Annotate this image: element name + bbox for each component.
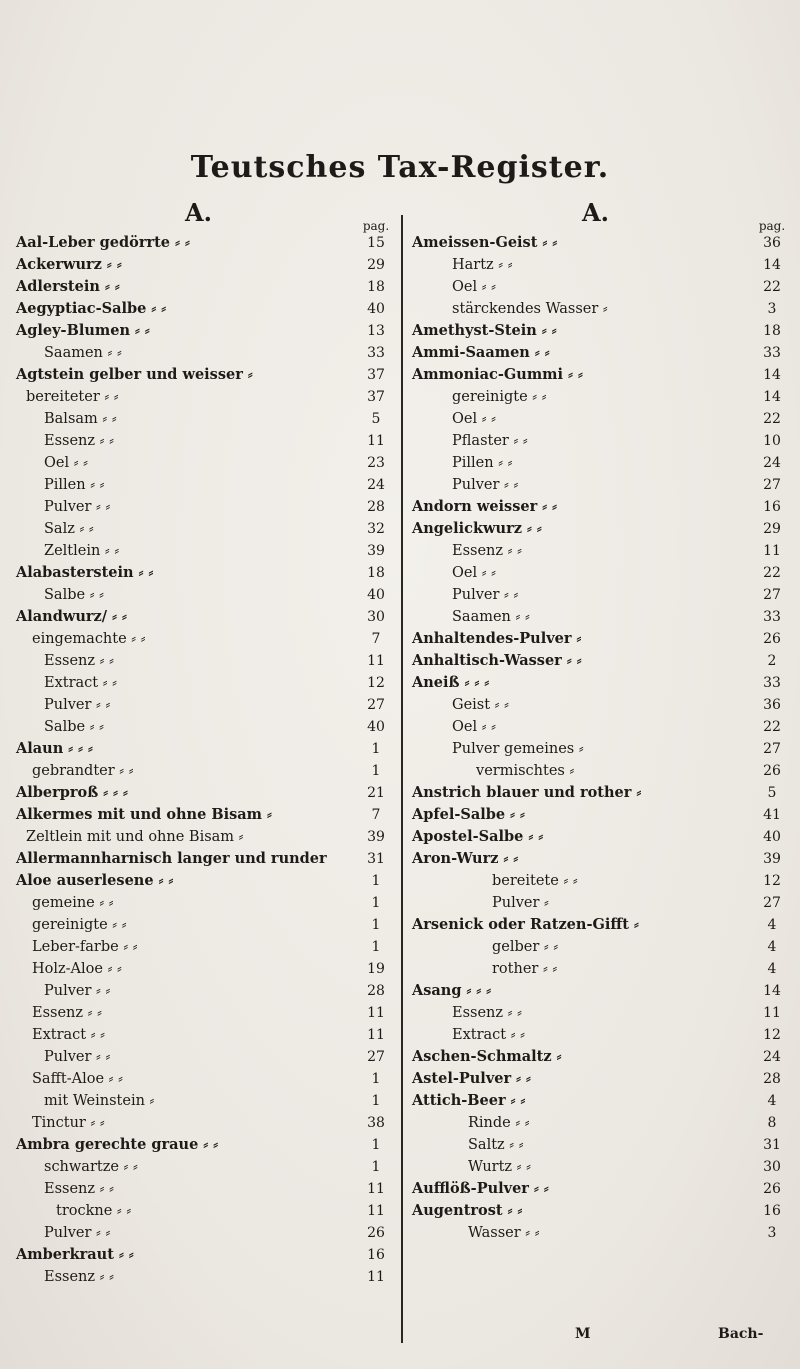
entry-term: Arsenick oder Ratzen-Gifft ⸗ bbox=[412, 916, 639, 933]
index-entry bbox=[412, 782, 792, 804]
right-column bbox=[412, 219, 792, 1244]
entry-page-number: 12 bbox=[367, 675, 385, 691]
entry-page-number: 29 bbox=[763, 521, 781, 537]
entry-page-number: 28 bbox=[367, 499, 385, 515]
entry-term: Geist ⸗ ⸗ bbox=[452, 697, 509, 713]
entry-term: Holz-Aloe ⸗ ⸗ bbox=[32, 961, 122, 977]
index-entry bbox=[16, 584, 396, 606]
entry-page-number: 33 bbox=[763, 345, 781, 361]
page-title: Teutsches Tax-Register. bbox=[190, 150, 610, 185]
index-entry bbox=[412, 540, 792, 562]
entry-page-number: 4 bbox=[767, 917, 777, 933]
entry-page-number: 13 bbox=[367, 323, 385, 339]
entry-term: Salbe ⸗ ⸗ bbox=[44, 587, 104, 603]
entry-term: gereinigte ⸗ ⸗ bbox=[32, 917, 127, 933]
entry-term: gelber ⸗ ⸗ bbox=[492, 939, 559, 955]
entry-page-number: 22 bbox=[763, 279, 781, 295]
index-entry bbox=[16, 254, 396, 276]
entry-page-number: 26 bbox=[763, 631, 781, 647]
entry-term: Salbe ⸗ ⸗ bbox=[44, 719, 104, 735]
index-entry bbox=[412, 716, 792, 738]
entry-page-number: 4 bbox=[767, 961, 777, 977]
left-column bbox=[16, 219, 396, 1288]
entry-page-number: 11 bbox=[367, 653, 385, 669]
entry-page-number: 5 bbox=[371, 411, 381, 427]
entry-term: Anstrich blauer und rother ⸗ bbox=[412, 784, 642, 801]
index-entry bbox=[412, 386, 792, 408]
entry-term: Asang ⸗ ⸗ ⸗ bbox=[412, 982, 492, 999]
index-entry bbox=[16, 276, 396, 298]
entry-term: Zeltlein mit und ohne Bisam ⸗ bbox=[26, 829, 244, 845]
index-entry bbox=[16, 518, 396, 540]
entry-term: Apfel-Salbe ⸗ ⸗ bbox=[412, 806, 525, 823]
index-entry bbox=[16, 650, 396, 672]
entry-page-number: 11 bbox=[763, 1005, 781, 1021]
entry-term: Oel ⸗ ⸗ bbox=[452, 719, 496, 735]
entry-page-number: 40 bbox=[367, 301, 385, 317]
index-entry bbox=[16, 408, 396, 430]
index-entry bbox=[412, 738, 792, 760]
index-entry bbox=[412, 1178, 792, 1200]
index-entry bbox=[412, 606, 792, 628]
entry-page-number: 24 bbox=[763, 1049, 781, 1065]
entry-term: Aneiß ⸗ ⸗ ⸗ bbox=[412, 674, 490, 691]
entry-term: Pillen ⸗ ⸗ bbox=[452, 455, 513, 471]
entry-page-number: 10 bbox=[763, 433, 781, 449]
index-entry bbox=[16, 452, 396, 474]
column-divider bbox=[401, 215, 403, 1343]
entry-page-number: 12 bbox=[763, 1027, 781, 1043]
entry-page-number: 11 bbox=[367, 433, 385, 449]
entry-term: Alabasterstein ⸗ ⸗ bbox=[16, 564, 154, 581]
entry-page-number: 5 bbox=[767, 785, 777, 801]
entry-page-number: 1 bbox=[371, 1137, 381, 1153]
entry-term: Essenz ⸗ ⸗ bbox=[452, 543, 522, 559]
entry-page-number: 30 bbox=[367, 609, 385, 625]
entry-page-number: 28 bbox=[763, 1071, 781, 1087]
entry-term: Oel ⸗ ⸗ bbox=[452, 565, 496, 581]
index-entry bbox=[16, 298, 396, 320]
index-entry bbox=[16, 1178, 396, 1200]
entry-page-number: 15 bbox=[367, 235, 385, 251]
entry-term: Saltz ⸗ ⸗ bbox=[468, 1137, 524, 1153]
index-entry bbox=[412, 936, 792, 958]
index-entry bbox=[16, 1046, 396, 1068]
index-entry bbox=[412, 1222, 792, 1244]
index-entry bbox=[412, 1068, 792, 1090]
entry-page-number: 14 bbox=[763, 257, 781, 273]
entry-page-number: 31 bbox=[763, 1137, 781, 1153]
entry-term: Agtstein gelber und weisser ⸗ bbox=[16, 366, 253, 383]
index-entry bbox=[412, 1024, 792, 1046]
index-entry bbox=[16, 826, 396, 848]
index-entry bbox=[16, 936, 396, 958]
entry-page-number: 14 bbox=[763, 389, 781, 405]
entry-term: mit Weinstein ⸗ bbox=[44, 1093, 155, 1109]
index-entry bbox=[16, 1068, 396, 1090]
entry-page-number: 3 bbox=[767, 1225, 777, 1241]
entry-page-number: 22 bbox=[763, 411, 781, 427]
entry-page-number: 1 bbox=[371, 873, 381, 889]
index-entry bbox=[412, 804, 792, 826]
index-entry bbox=[16, 760, 396, 782]
index-entry bbox=[16, 606, 396, 628]
entry-page-number: 1 bbox=[371, 1071, 381, 1087]
index-entry bbox=[412, 826, 792, 848]
entry-term: Amberkraut ⸗ ⸗ bbox=[16, 1246, 134, 1263]
index-entry bbox=[412, 298, 792, 320]
entry-page-number: 7 bbox=[371, 631, 381, 647]
signature-mark: M bbox=[575, 1326, 591, 1342]
entry-page-number: 11 bbox=[367, 1203, 385, 1219]
entry-page-number: 37 bbox=[367, 389, 385, 405]
entry-page-number: 2 bbox=[767, 653, 777, 669]
entry-term: Ameissen-Geist ⸗ ⸗ bbox=[412, 234, 558, 251]
entry-page-number: 11 bbox=[367, 1027, 385, 1043]
entry-page-number: 39 bbox=[763, 851, 781, 867]
entry-term: Alandwurz/ ⸗ ⸗ bbox=[16, 608, 127, 625]
index-entry bbox=[412, 276, 792, 298]
entry-page-number: 26 bbox=[367, 1225, 385, 1241]
index-entry bbox=[16, 848, 396, 870]
entry-page-number: 18 bbox=[367, 565, 385, 581]
entry-term: Ambra gerechte graue ⸗ ⸗ bbox=[16, 1136, 219, 1153]
index-entry bbox=[412, 320, 792, 342]
entry-term: Essenz ⸗ ⸗ bbox=[44, 433, 114, 449]
entry-page-number: 29 bbox=[367, 257, 385, 273]
entry-term: Zeltlein ⸗ ⸗ bbox=[44, 543, 120, 559]
entry-term: Essenz ⸗ ⸗ bbox=[452, 1005, 522, 1021]
index-entry bbox=[412, 760, 792, 782]
entry-term: Wasser ⸗ ⸗ bbox=[468, 1225, 540, 1241]
index-entry bbox=[16, 1090, 396, 1112]
entry-term: Pulver ⸗ ⸗ bbox=[44, 1225, 111, 1241]
index-entry bbox=[412, 562, 792, 584]
entry-term: Apostel-Salbe ⸗ ⸗ bbox=[412, 828, 544, 845]
entry-term: Anhaltisch-Wasser ⸗ ⸗ bbox=[412, 652, 582, 669]
entry-term: Saamen ⸗ ⸗ bbox=[44, 345, 122, 361]
entry-page-number: 33 bbox=[763, 609, 781, 625]
index-entry bbox=[412, 452, 792, 474]
entry-page-number: 1 bbox=[371, 939, 381, 955]
entry-term: Safft-Aloe ⸗ ⸗ bbox=[32, 1071, 123, 1087]
entry-term: Pulver ⸗ bbox=[492, 895, 549, 911]
entry-term: bereiteter ⸗ ⸗ bbox=[26, 389, 119, 405]
entry-term: Pulver gemeines ⸗ bbox=[452, 741, 584, 757]
index-entry bbox=[412, 1002, 792, 1024]
entry-page-number: 33 bbox=[367, 345, 385, 361]
entry-term: Astel-Pulver ⸗ ⸗ bbox=[412, 1070, 531, 1087]
index-entry bbox=[16, 386, 396, 408]
entry-page-number: 37 bbox=[367, 367, 385, 383]
index-entry bbox=[16, 320, 396, 342]
index-entry bbox=[16, 628, 396, 650]
entry-page-number: 33 bbox=[763, 675, 781, 691]
index-entry bbox=[412, 1112, 792, 1134]
entry-page-number: 24 bbox=[763, 455, 781, 471]
entry-page-number: 7 bbox=[371, 807, 381, 823]
entry-term: Essenz ⸗ ⸗ bbox=[44, 1269, 114, 1285]
entry-page-number: 1 bbox=[371, 917, 381, 933]
entry-page-number: 21 bbox=[367, 785, 385, 801]
entry-term: rother ⸗ ⸗ bbox=[492, 961, 558, 977]
entry-term: eingemachte ⸗ ⸗ bbox=[32, 631, 146, 647]
entry-page-number: 14 bbox=[763, 983, 781, 999]
index-entry bbox=[412, 254, 792, 276]
entry-term: gebrandter ⸗ ⸗ bbox=[32, 763, 134, 779]
index-entry bbox=[412, 650, 792, 672]
entry-term: Pulver ⸗ ⸗ bbox=[452, 587, 519, 603]
entry-term: Extract ⸗ ⸗ bbox=[452, 1027, 525, 1043]
index-entry bbox=[16, 232, 396, 254]
entry-term: Leber-farbe ⸗ ⸗ bbox=[32, 939, 138, 955]
entry-page-number: 1 bbox=[371, 1159, 381, 1175]
index-entry bbox=[412, 870, 792, 892]
index-entry bbox=[16, 716, 396, 738]
entry-term: Saamen ⸗ ⸗ bbox=[452, 609, 530, 625]
index-entry bbox=[16, 694, 396, 716]
index-entry bbox=[412, 1090, 792, 1112]
index-entry bbox=[412, 958, 792, 980]
entry-term: Adlerstein ⸗ ⸗ bbox=[16, 278, 120, 295]
index-entry bbox=[16, 672, 396, 694]
entry-term: Allermannharnisch langer und runder bbox=[16, 850, 327, 867]
entry-page-number: 27 bbox=[763, 895, 781, 911]
index-entry bbox=[16, 914, 396, 936]
entry-page-number: 36 bbox=[763, 235, 781, 251]
entry-term: Aron-Wurz ⸗ ⸗ bbox=[412, 850, 519, 867]
entry-page-number: 23 bbox=[367, 455, 385, 471]
entry-term: Balsam ⸗ ⸗ bbox=[44, 411, 117, 427]
index-entry bbox=[16, 364, 396, 386]
index-entry bbox=[16, 562, 396, 584]
entry-page-number: 40 bbox=[763, 829, 781, 845]
entry-page-number: 22 bbox=[763, 719, 781, 735]
entry-term: Essenz ⸗ ⸗ bbox=[44, 1181, 114, 1197]
index-entry bbox=[412, 364, 792, 386]
entry-term: Oel ⸗ ⸗ bbox=[452, 411, 496, 427]
entry-term: Pulver ⸗ ⸗ bbox=[44, 697, 111, 713]
index-entry bbox=[16, 1156, 396, 1178]
entry-page-number: 8 bbox=[767, 1115, 777, 1131]
entry-page-number: 19 bbox=[367, 961, 385, 977]
entry-term: Aschen-Schmaltz ⸗ bbox=[412, 1048, 562, 1065]
index-entry bbox=[412, 892, 792, 914]
entry-term: Anhaltendes-Pulver ⸗ bbox=[412, 630, 582, 647]
entry-page-number: 4 bbox=[767, 939, 777, 955]
entry-term: bereitete ⸗ ⸗ bbox=[492, 873, 578, 889]
index-entry bbox=[16, 496, 396, 518]
entry-page-number: 18 bbox=[367, 279, 385, 295]
entry-page-number: 1 bbox=[371, 1093, 381, 1109]
entry-page-number: 41 bbox=[763, 807, 781, 823]
index-entry bbox=[412, 342, 792, 364]
entry-term: Oel ⸗ ⸗ bbox=[44, 455, 88, 471]
index-entry bbox=[16, 1244, 396, 1266]
entry-term: Aufflöß-Pulver ⸗ ⸗ bbox=[412, 1180, 549, 1197]
entry-page-number: 40 bbox=[367, 587, 385, 603]
entry-page-number: 3 bbox=[767, 301, 777, 317]
entry-term: stärckendes Wasser ⸗ bbox=[452, 301, 608, 317]
entry-page-number: 27 bbox=[763, 477, 781, 493]
entry-page-number: 11 bbox=[367, 1269, 385, 1285]
entry-term: Alberproß ⸗ ⸗ ⸗ bbox=[16, 784, 128, 801]
entry-term: Wurtz ⸗ ⸗ bbox=[468, 1159, 531, 1175]
entry-page-number: 18 bbox=[763, 323, 781, 339]
entry-term: trockne ⸗ ⸗ bbox=[56, 1203, 132, 1219]
entry-page-number: 11 bbox=[763, 543, 781, 559]
entry-term: Oel ⸗ ⸗ bbox=[452, 279, 496, 295]
entry-term: Alaun ⸗ ⸗ ⸗ bbox=[16, 740, 93, 757]
entry-page-number: 39 bbox=[367, 829, 385, 845]
entry-page-number: 27 bbox=[367, 1049, 385, 1065]
entry-term: Aal-Leber gedörrte ⸗ ⸗ bbox=[16, 234, 190, 251]
index-entry bbox=[16, 540, 396, 562]
entry-term: Aloe auserlesene ⸗ ⸗ bbox=[16, 872, 174, 889]
entry-term: Ammi-Saamen ⸗ ⸗ bbox=[412, 344, 550, 361]
left-pag-label: pag. bbox=[362, 219, 390, 233]
entry-page-number: 26 bbox=[763, 1181, 781, 1197]
index-entry bbox=[16, 1134, 396, 1156]
index-entry bbox=[412, 914, 792, 936]
entry-page-number: 1 bbox=[371, 741, 381, 757]
index-entry bbox=[412, 980, 792, 1002]
index-entry bbox=[16, 782, 396, 804]
index-entry bbox=[16, 870, 396, 892]
entry-page-number: 31 bbox=[367, 851, 385, 867]
entry-term: Extract ⸗ ⸗ bbox=[44, 675, 117, 691]
left-column-letter: A. bbox=[185, 198, 212, 227]
catchword: Bach- bbox=[718, 1326, 764, 1342]
index-entry bbox=[412, 474, 792, 496]
entry-term: Pflaster ⸗ ⸗ bbox=[452, 433, 528, 449]
entry-page-number: 28 bbox=[367, 983, 385, 999]
entry-page-number: 11 bbox=[367, 1181, 385, 1197]
entry-term: gereinigte ⸗ ⸗ bbox=[452, 389, 547, 405]
index-entry bbox=[412, 848, 792, 870]
entry-term: Pulver ⸗ ⸗ bbox=[44, 499, 111, 515]
right-column-letter: A. bbox=[582, 198, 609, 227]
entry-term: Aegyptiac-Salbe ⸗ ⸗ bbox=[16, 300, 167, 317]
index-entry bbox=[16, 430, 396, 452]
entry-term: Essenz ⸗ ⸗ bbox=[44, 653, 114, 669]
index-entry bbox=[412, 672, 792, 694]
index-entry bbox=[412, 1134, 792, 1156]
index-entry bbox=[16, 1112, 396, 1134]
index-entry bbox=[16, 892, 396, 914]
entry-page-number: 22 bbox=[763, 565, 781, 581]
index-entry bbox=[16, 1222, 396, 1244]
index-entry bbox=[412, 628, 792, 650]
entry-term: Pulver ⸗ ⸗ bbox=[44, 1049, 111, 1065]
entry-page-number: 27 bbox=[763, 741, 781, 757]
index-entry bbox=[16, 1200, 396, 1222]
entry-term: Pillen ⸗ ⸗ bbox=[44, 477, 105, 493]
index-entry bbox=[412, 232, 792, 254]
index-entry bbox=[412, 430, 792, 452]
index-entry bbox=[16, 342, 396, 364]
entry-page-number: 1 bbox=[371, 895, 381, 911]
entry-page-number: 27 bbox=[763, 587, 781, 603]
index-entry bbox=[412, 584, 792, 606]
entry-term: Andorn weisser ⸗ ⸗ bbox=[412, 498, 557, 515]
entry-page-number: 24 bbox=[367, 477, 385, 493]
entry-term: Tinctur ⸗ ⸗ bbox=[32, 1115, 105, 1131]
entry-page-number: 16 bbox=[367, 1247, 385, 1263]
entry-term: Pulver ⸗ ⸗ bbox=[452, 477, 519, 493]
entry-term: Agley-Blumen ⸗ ⸗ bbox=[16, 322, 150, 339]
entry-page-number: 27 bbox=[367, 697, 385, 713]
entry-page-number: 30 bbox=[763, 1159, 781, 1175]
index-entry bbox=[412, 1156, 792, 1178]
index-entry bbox=[16, 1024, 396, 1046]
index-entry bbox=[16, 804, 396, 826]
entry-term: Hartz ⸗ ⸗ bbox=[452, 257, 513, 273]
entry-term: Extract ⸗ ⸗ bbox=[32, 1027, 105, 1043]
entry-term: Rinde ⸗ ⸗ bbox=[468, 1115, 530, 1131]
index-entry bbox=[412, 496, 792, 518]
index-entry bbox=[412, 694, 792, 716]
entry-page-number: 39 bbox=[367, 543, 385, 559]
entry-term: Salz ⸗ ⸗ bbox=[44, 521, 94, 537]
entry-term: Ackerwurz ⸗ ⸗ bbox=[16, 256, 122, 273]
index-entry bbox=[16, 474, 396, 496]
entry-term: schwartze ⸗ ⸗ bbox=[44, 1159, 138, 1175]
entry-term: Angelickwurz ⸗ ⸗ bbox=[412, 520, 542, 537]
entry-term: Pulver ⸗ ⸗ bbox=[44, 983, 111, 999]
index-entry bbox=[16, 738, 396, 760]
entry-page-number: 11 bbox=[367, 1005, 385, 1021]
entry-page-number: 16 bbox=[763, 1203, 781, 1219]
index-entry bbox=[412, 408, 792, 430]
entry-term: Essenz ⸗ ⸗ bbox=[32, 1005, 102, 1021]
entry-page-number: 40 bbox=[367, 719, 385, 735]
entry-term: Alkermes mit und ohne Bisam ⸗ bbox=[16, 806, 272, 823]
index-entry bbox=[16, 1002, 396, 1024]
entry-term: gemeine ⸗ ⸗ bbox=[32, 895, 114, 911]
entry-term: vermischtes ⸗ bbox=[476, 763, 575, 779]
entry-page-number: 4 bbox=[767, 1093, 777, 1109]
index-entry bbox=[16, 980, 396, 1002]
index-entry bbox=[412, 518, 792, 540]
entry-term: Attich-Beer ⸗ ⸗ bbox=[412, 1092, 526, 1109]
entry-page-number: 36 bbox=[763, 697, 781, 713]
entry-page-number: 26 bbox=[763, 763, 781, 779]
entry-term: Amethyst-Stein ⸗ ⸗ bbox=[412, 322, 557, 339]
entry-page-number: 16 bbox=[763, 499, 781, 515]
entry-term: Ammoniac-Gummi ⸗ ⸗ bbox=[412, 366, 583, 383]
entry-page-number: 12 bbox=[763, 873, 781, 889]
entry-page-number: 14 bbox=[763, 367, 781, 383]
entry-page-number: 32 bbox=[367, 521, 385, 537]
right-pag-label: pag. bbox=[758, 219, 786, 233]
index-entry bbox=[16, 1266, 396, 1288]
entry-page-number: 38 bbox=[367, 1115, 385, 1131]
entry-page-number: 1 bbox=[371, 763, 381, 779]
index-entry bbox=[412, 1046, 792, 1068]
index-entry bbox=[16, 958, 396, 980]
index-entry bbox=[412, 1200, 792, 1222]
entry-term: Augentrost ⸗ ⸗ bbox=[412, 1202, 523, 1219]
